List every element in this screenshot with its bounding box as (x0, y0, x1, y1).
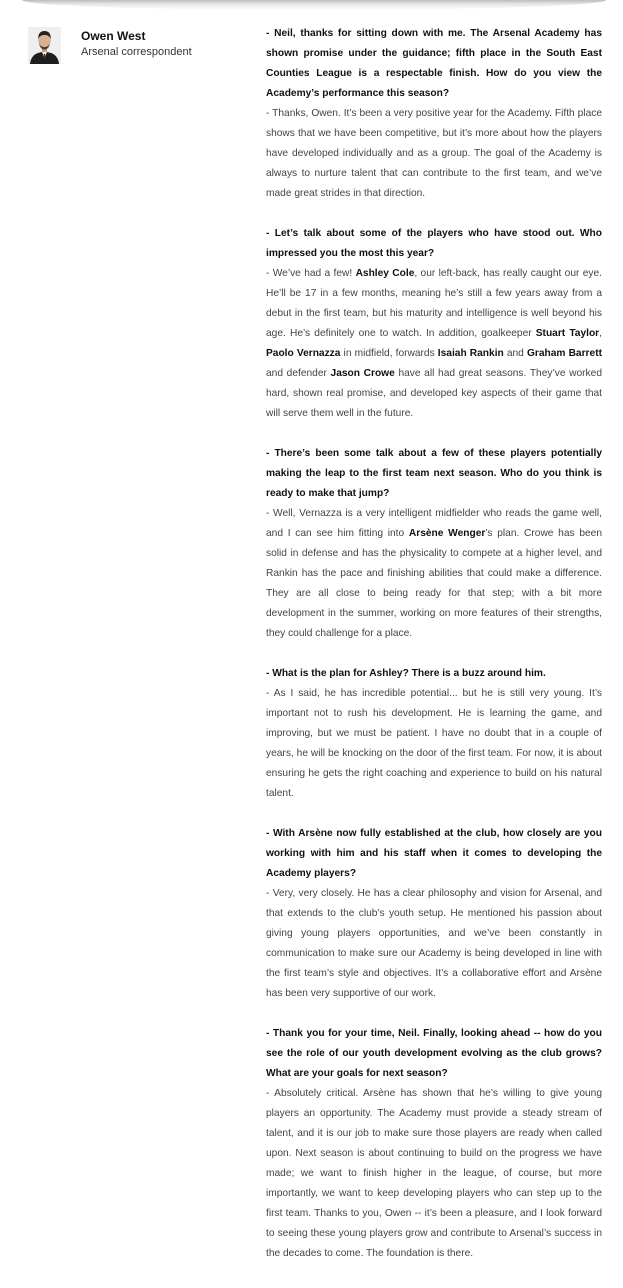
highlighted-name: Graham Barrett (526, 348, 602, 359)
interview-answer: - We’ve had a few! Ashley Cole, our left-back, has really caught our eye. He’ll be 17 in a few months, meaning he’s still a few years away from a debut in the first team, but his maturity and intelligence is well beyond his age. He’s definitely one to watch. In addition, goalkeeper Stuart Taylor, Paolo Vernazza in midfield, forwards Isaiah Rankin and Graham Barrett and defender Jason Crowe have all had great seasons. They’ve worked hard, shown real promise, and developed key aspects of their game that will serve them well in the future. (266, 268, 602, 419)
author-role: Arsenal correspondent (81, 46, 192, 58)
person-portrait-icon (28, 27, 61, 64)
interview-article (266, 24, 602, 1284)
interview-answer: - As I said, he has incredible potential... but he is still very young. It’s important not to rush his development. He is learning the game, and improving, but we must be patient. I have no doubt that in a couple of years, he will be knocking on the door of the first team. For now, it is about ensuring he gets the right coaching and experience to build on his natural talent. (266, 688, 602, 799)
qa-block (266, 24, 602, 204)
highlighted-name: Paolo Vernazza (266, 348, 341, 359)
highlighted-name: Isaiah Rankin (437, 348, 504, 359)
qa-block (266, 1024, 602, 1264)
interview-answer: - Very, very closely. He has a clear philosophy and vision for Arsenal, and that extends to the club’s youth setup. He mentioned his passion about giving young players opportunities, and we’ve been constantly in communication to make sure our Academy is being developed in line with the first team’s style and objectives. It’s a collaborative effort and Arsène has been very supportive of our work. (266, 888, 602, 999)
highlighted-name: Ashley Cole (355, 268, 415, 279)
interview-question: - There’s been some talk about a few of these players potentially making the leap to the first team next season. Who do you think is ready to make that jump? (266, 448, 602, 499)
qa-block (266, 664, 602, 804)
qa-block (266, 224, 602, 424)
highlighted-name: Stuart Taylor (535, 328, 600, 339)
interview-question: - Thank you for your time, Neil. Finally, looking ahead -- how do you see the role of our youth development evolving as the club grows? What are your goals for next season? (266, 1028, 602, 1079)
interview-question: - Let’s talk about some of the players who have stood out. Who impressed you the most this year? (266, 228, 602, 259)
interview-answer: - Absolutely critical. Arsène has shown that he’s willing to give young players an opportunity. The Academy must provide a steady stream of talent, and it is our job to make sure those players are ready when called upon. Next season is about continuing to build on the progress we have made; we want to finish higher in the league, of course, but more importantly, we want to keep developing players who can step up to the first team. Thanks to you, Owen -- it’s been a pleasure, and I look forward to seeing these young players grow and contribute to Arsenal’s success in the decades to come. The foundation is there. (266, 1088, 602, 1259)
interview-answer: - Well, Vernazza is a very intelligent midfielder who reads the game well, and I can see him fitting into Arsène Wenger’s plan. Crowe has been solid in defense and has the physicality to compete at a higher level, and Rankin has the pace and finishing abilities that could make a difference. They are all close to being ready for that step; with a bit more development in the summer, working on more features of their strengths, they could challenge for a place. (266, 508, 602, 639)
qa-block (266, 824, 602, 1004)
highlighted-name: Arsène Wenger (408, 528, 486, 539)
interview-question: - With Arsène now fully established at the club, how closely are you working with him and his staff when it comes to developing the Academy players? (266, 828, 602, 879)
qa-block (266, 444, 602, 644)
interview-question: - What is the plan for Ashley? There is a buzz around him. (266, 668, 546, 679)
interview-answer: - Thanks, Owen. It’s been a very positive year for the Academy. Fifth place shows that we have been competitive, but it’s more about how the players have developed individually and as a group. The goal of the Academy is always to nurture talent that can contribute to the first team, and we’ve made great strides in that direction. (266, 108, 602, 199)
author-byline (28, 27, 238, 67)
top-shadow-divider (22, 0, 606, 10)
interview-question: - Neil, thanks for sitting down with me. The Arsenal Academy has shown promise under the guidance; fifth place in the South East Counties League is a respectable finish. How do you view the Academy’s performance this season? (266, 28, 602, 99)
highlighted-name: Jason Crowe (330, 368, 395, 379)
author-name: Owen West (81, 29, 146, 43)
